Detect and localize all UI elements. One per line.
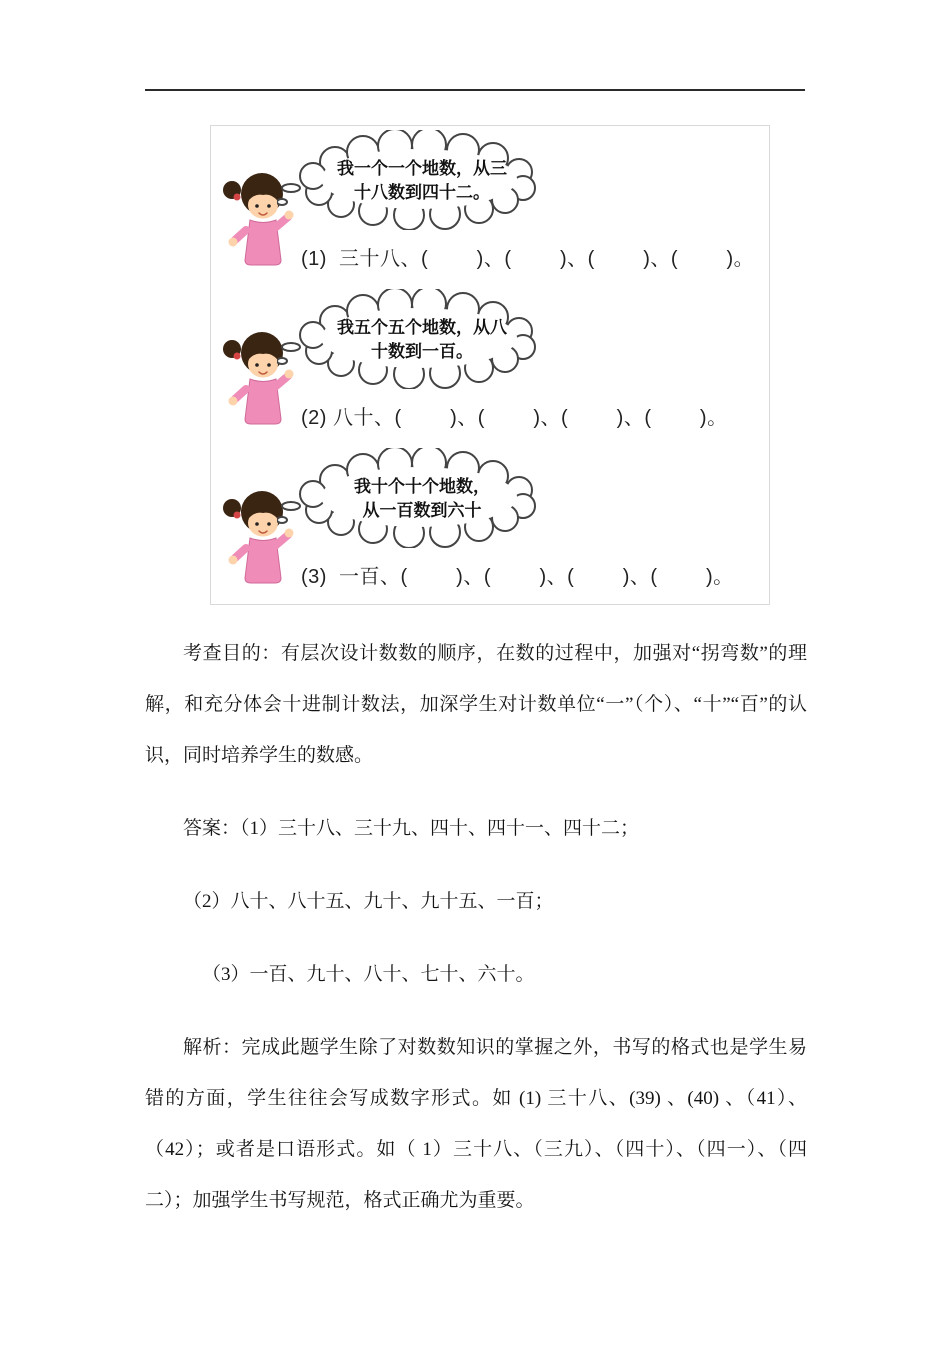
horizontal-rule: [145, 89, 805, 91]
worksheet-image: [210, 125, 770, 605]
bubble-text-line1: 我一个一个地数，从三: [337, 159, 507, 178]
answer-blanks-line: (1) 三十八、( )、( )、( )、( )。: [301, 248, 755, 270]
bubble-text-line2: 十数到一百。: [371, 342, 473, 361]
speech-bubble: [277, 289, 567, 389]
speech-bubble: [277, 448, 567, 548]
worksheet-section-3: [211, 444, 769, 603]
worksheet-section-2: [211, 285, 769, 444]
answer-blanks-line: (2) 八十、( )、( )、( )、( )。: [301, 407, 728, 429]
bubble-text-line1: 我五个五个地数，从八: [337, 318, 507, 337]
bubble-text-line1: 我十个十个地数，: [354, 477, 490, 496]
speech-bubble: [277, 130, 567, 230]
bubble-text-line2: 十八数到四十二。: [354, 183, 490, 202]
answer-blanks-line: (3) 一百、( )、( )、( )、( )。: [301, 566, 734, 588]
document-body: [145, 628, 807, 1248]
paragraph-analysis: 解析：完成此题学生除了对数数知识的掌握之外，书写的格式也是学生易错的方面，学生往往会写成数字形式。如 (1) 三十八、(39) 、(40) 、（41）、（42）；或者是口语形式。如（ 1）三十八、（三九）、（四十）、（四一）、（四二）；加强学生书写规范，格式正确尤为重要。: [145, 1037, 807, 1211]
bubble-text-line2: 从一百数到六十: [362, 501, 482, 520]
worksheet-section-1: [211, 126, 769, 285]
paragraph-exam-purpose: 考查目的：有层次设计数数的顺序，在数的过程中，加强对“拐弯数”的理解，和充分体会十进制计数法，加深学生对计数单位“一”（个）、“十”“百”的认识，同时培养学生的数感。: [145, 643, 807, 766]
paragraph-answer-2: （2）八十、八十五、九十、九十五、一百；: [183, 891, 554, 912]
paragraph-answer-3: （3）一百、九十、八十、七十、六十。: [202, 964, 535, 985]
paragraph-answer-1: 答案：（1）三十八、三十九、四十、四十一、四十二；: [183, 818, 640, 839]
